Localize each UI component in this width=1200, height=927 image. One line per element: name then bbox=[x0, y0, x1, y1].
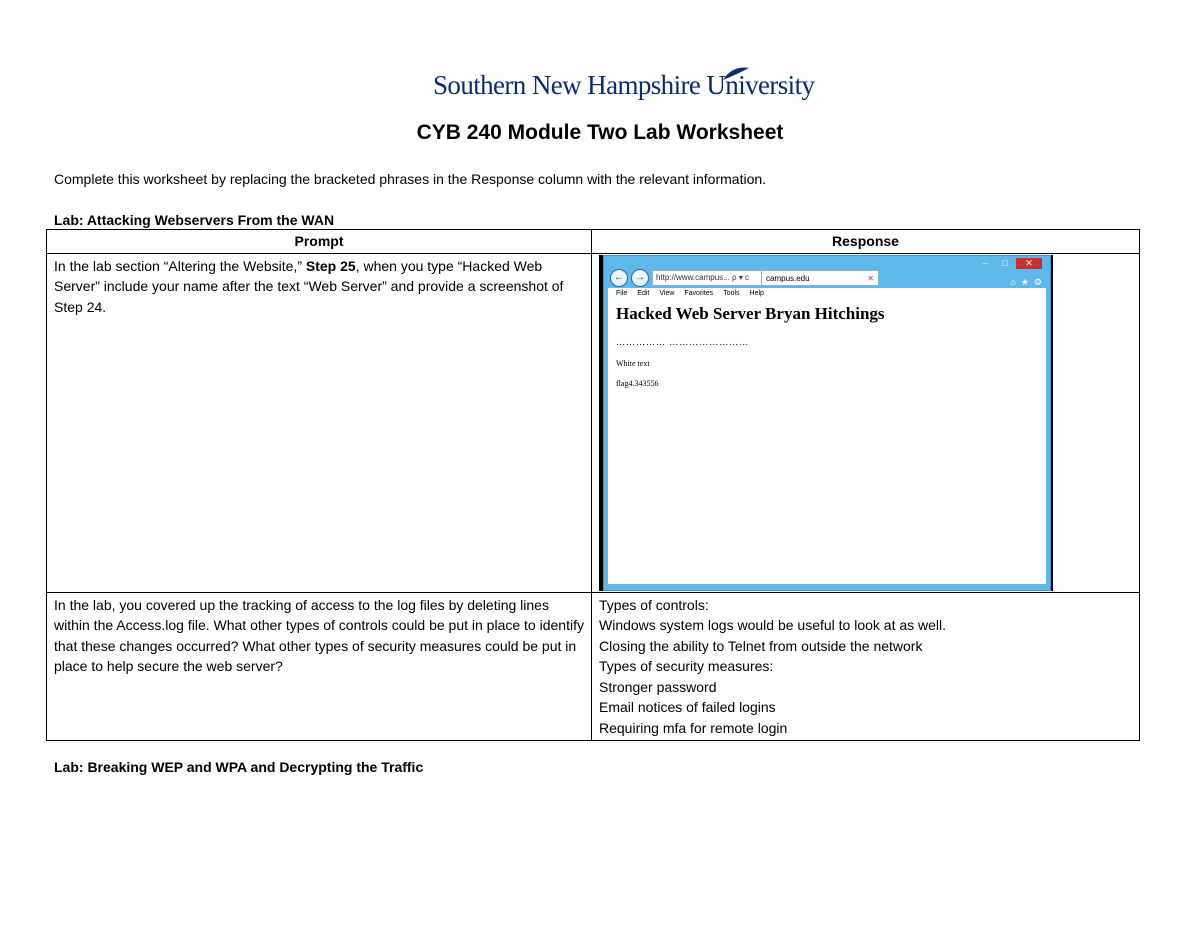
response-cell bbox=[592, 253, 1140, 592]
lab2-heading: Lab: Breaking WEP and WPA and Decrypting the Traffic bbox=[54, 759, 424, 775]
browser-tab bbox=[761, 270, 879, 286]
forward-icon: → bbox=[631, 269, 649, 287]
home-icon: ⌂ bbox=[1010, 276, 1016, 287]
white-text: White text bbox=[616, 358, 650, 368]
response-line: Types of controls: bbox=[599, 596, 709, 613]
window-buttons bbox=[976, 258, 1042, 269]
menu-favorites: Favorites bbox=[684, 289, 714, 297]
intro-text: Complete this worksheet by replacing the bracketed phrases in the Response column with the relevant information. bbox=[54, 171, 767, 187]
prompt-cell: In the lab, you covered up the tracking of access to the log files by deleting lines within the Access.log file. What other types of controls could be put in place to identify that these changes occurred? What other types of security measures could be put in place to help secure the web server? bbox=[47, 592, 592, 741]
maximize-icon: □ bbox=[1002, 257, 1008, 268]
tab-close-icon: ✕ bbox=[867, 273, 874, 283]
response-line: Email notices of failed logins bbox=[599, 699, 776, 715]
logo-text: Southern New Hampshire University bbox=[433, 70, 815, 100]
hacked-heading: Hacked Web Server Bryan Hitchings bbox=[616, 303, 885, 323]
response-header: Response bbox=[592, 230, 1140, 254]
menu-view: View bbox=[659, 289, 675, 297]
star-icon: ★ bbox=[1020, 276, 1029, 287]
prompt-text-a: In the lab section “Altering the Website,” bbox=[54, 257, 306, 274]
leaf-icon bbox=[721, 66, 751, 82]
worksheet-table bbox=[46, 229, 1140, 741]
flag-text: flag4.343556 bbox=[616, 378, 659, 388]
table-row bbox=[47, 253, 1140, 592]
prompt-cell bbox=[47, 253, 592, 592]
menu-file: File bbox=[616, 289, 628, 297]
prompt-text-b: , when you type “Hacked Web Server” include your name after the text “Web Server” and provide a screenshot of Step 24. bbox=[54, 257, 564, 315]
dotted-line: …………… …………………… bbox=[616, 336, 750, 347]
menu-tools: Tools bbox=[723, 289, 740, 297]
gear-icon: ⚙ bbox=[1033, 276, 1042, 287]
response-line: Stronger password bbox=[599, 678, 717, 695]
minimize-icon: – bbox=[982, 257, 988, 268]
response-line: Closing the ability to Telnet from outside the network bbox=[599, 637, 923, 654]
browser-menubar bbox=[608, 288, 1046, 300]
menu-edit: Edit bbox=[637, 289, 650, 297]
response-line: Types of security measures: bbox=[599, 658, 774, 674]
prompt-header: Prompt bbox=[47, 230, 592, 254]
response-line: Windows system logs would be useful to look at as well. bbox=[599, 617, 947, 633]
response-line: Requiring mfa for remote login bbox=[599, 719, 788, 736]
browser-nav bbox=[610, 269, 770, 287]
tab-label: campus.edu bbox=[766, 273, 810, 283]
address-controls: ρ ▾ c bbox=[732, 272, 750, 282]
page-title: CYB 240 Module Two Lab Worksheet bbox=[416, 121, 784, 144]
lab1-heading: Lab: Attacking Webservers From the WAN bbox=[54, 212, 335, 228]
prompt-step: Step 25 bbox=[305, 257, 356, 274]
university-logo bbox=[433, 66, 815, 106]
response-cell bbox=[592, 592, 1140, 741]
table-header-row bbox=[47, 230, 1140, 254]
close-icon: ✕ bbox=[1016, 258, 1042, 269]
browser-window bbox=[603, 255, 1051, 591]
browser-screenshot bbox=[599, 255, 1053, 591]
address-bar bbox=[652, 270, 770, 286]
address-url: http://www.campus... bbox=[656, 272, 730, 282]
table-row bbox=[47, 592, 1140, 741]
menu-help: Help bbox=[749, 289, 764, 297]
back-icon: ← bbox=[610, 269, 628, 287]
browser-page bbox=[608, 300, 1046, 584]
